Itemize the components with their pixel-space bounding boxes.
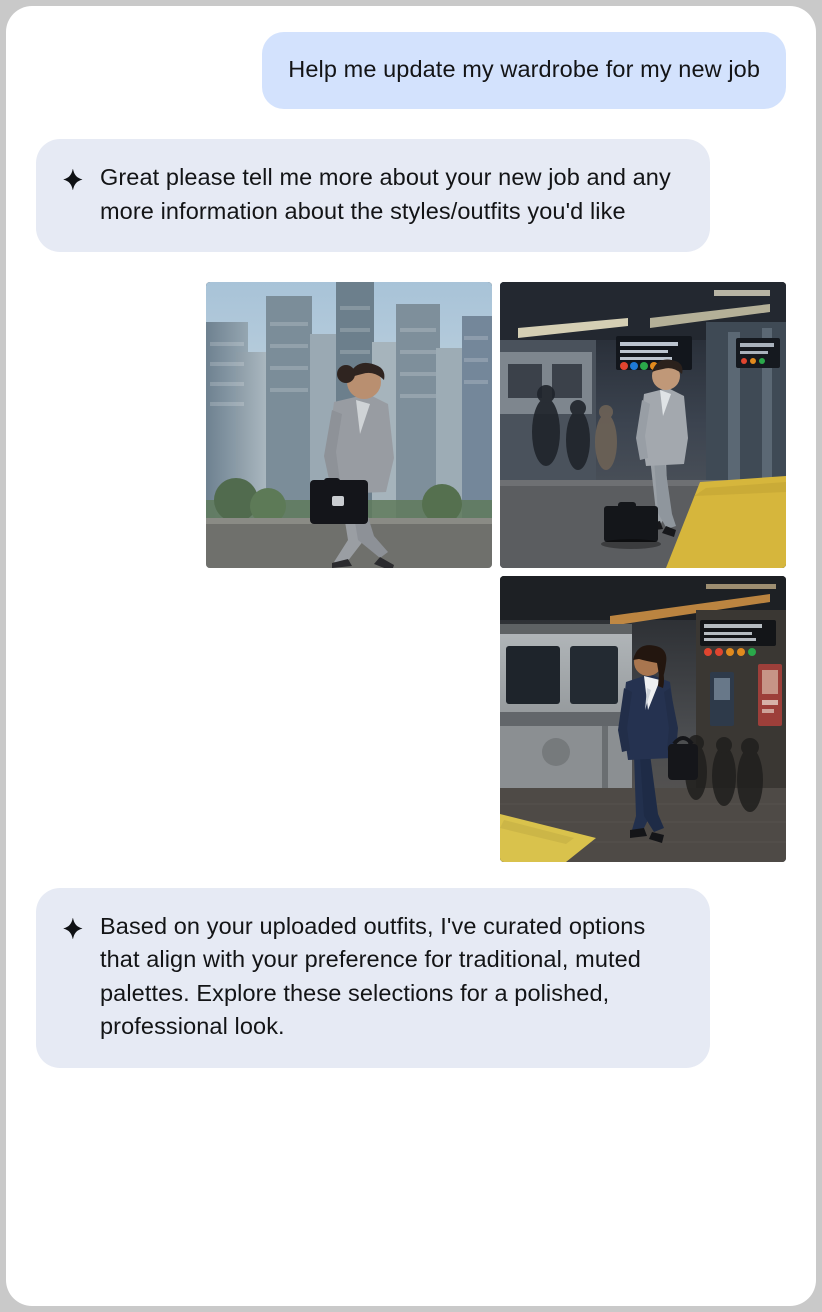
assistant-message-text-1: Great please tell me more about your new job and any more information about the styles/outfits you'd like — [100, 164, 671, 224]
user-message-bubble: Help me update my wardrobe for my new job — [262, 32, 786, 109]
message-row-assistant-2 — [36, 888, 786, 1067]
outfit-photo-2[interactable] — [500, 282, 786, 568]
gallery-row-top — [206, 282, 786, 568]
message-row-assistant-1 — [36, 139, 786, 252]
uploaded-outfit-photos — [36, 282, 786, 862]
gallery-row-bottom — [500, 576, 786, 862]
outfit-photo-3[interactable] — [500, 576, 786, 862]
assistant-message-bubble-1 — [36, 139, 710, 252]
chat-thread — [6, 6, 816, 1306]
sparkle-icon — [58, 914, 88, 949]
message-row-user — [36, 32, 786, 109]
spacer — [36, 252, 786, 282]
outfit-photo-1[interactable] — [206, 282, 492, 568]
assistant-message-bubble-2 — [36, 888, 710, 1067]
spacer — [36, 109, 786, 139]
sparkle-icon — [58, 165, 88, 200]
spacer — [36, 862, 786, 888]
assistant-message-text-2: Based on your uploaded outfits, I've curated options that align with your preference for traditional, muted palettes. Explore these selections for a polished, professional look. — [100, 913, 646, 1040]
